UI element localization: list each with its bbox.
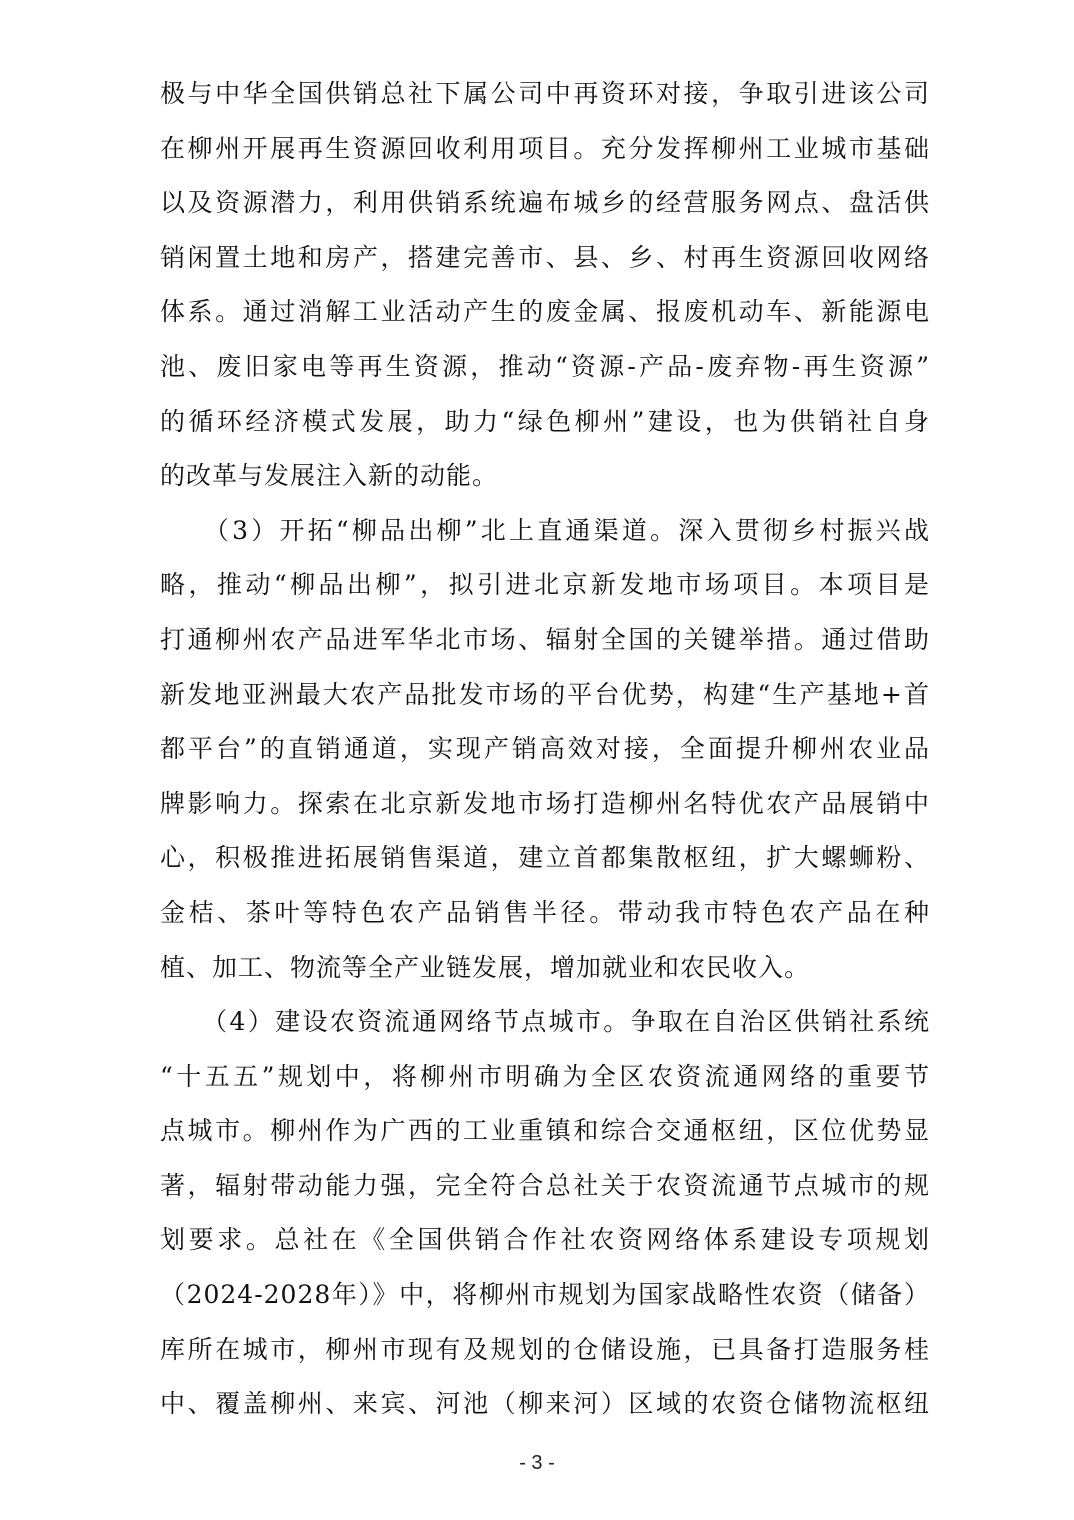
text-line: 都平台”的直销通道，实现产销高效对接，全面提升柳州农业品 xyxy=(160,734,930,764)
text-line: 的循环经济模式发展，助力“绿色柳州”建设，也为供销社自身 xyxy=(160,406,930,436)
text-line: 新发地亚洲最大农产品批发市场的平台优势，构建“生产基地+首 xyxy=(160,679,930,709)
text-line: “十五五”规划中，将柳州市明确为全区农资流通网络的重要节 xyxy=(160,1061,930,1091)
text-line: 划要求。总社在《全国供销合作社农资网络体系建设专项规划 xyxy=(160,1225,930,1255)
text-line: （3）开拓“柳品出柳”北上直通渠道。深入贯彻乡村振兴战 xyxy=(160,515,930,545)
text-line: 略，推动“柳品出柳”，拟引进北京新发地市场项目。本项目是 xyxy=(160,570,930,600)
text-line: 心，积极推进拓展销售渠道，建立首都集散枢纽，扩大螺蛳粉、 xyxy=(160,843,930,873)
text-line: 以及资源潜力，利用供销系统遍布城乡的经营服务网点、盘活供 xyxy=(160,188,930,218)
text-line: 极与中华全国供销总社下属公司中再资环对接，争取引进该公司 xyxy=(160,79,930,108)
text-line: 中、覆盖柳州、来宾、河池（柳来河）区域的农资仓储物流枢纽 xyxy=(160,1389,930,1419)
text-line: 在柳州开展再生资源回收利用项目。充分发挥柳州工业城市基础 xyxy=(160,133,930,163)
body-text xyxy=(160,67,930,1432)
text-line: 的改革与发展注入新的动能。 xyxy=(160,461,499,491)
text-line: （4）建设农资流通网络节点城市。争取在自治区供销社系统 xyxy=(160,1007,930,1037)
page-number: - 3 - xyxy=(519,1452,555,1474)
text-line: 著，辐射带动能力强，完全符合总社关于农资流通节点城市的规 xyxy=(160,1170,930,1200)
text-line: 点城市。柳州作为广西的工业重镇和综合交通枢纽，区位优势显 xyxy=(160,1116,930,1146)
text-line: 植、加工、物流等全产业链发展，增加就业和农民收入。 xyxy=(160,952,811,982)
text-line: 金桔、茶叶等特色农产品销售半径。带动我市特色农产品在种 xyxy=(160,897,930,927)
text-line: 销闲置土地和房产，搭建完善市、县、乡、村再生资源回收网络 xyxy=(160,242,930,272)
text-line: 库所在城市，柳州市现有及规划的仓储设施，已具备打造服务桂 xyxy=(160,1334,930,1364)
text-line: （2024-2028年）》中，将柳州市规划为国家战略性农资（储备） xyxy=(160,1280,930,1310)
text-line: 牌影响力。探索在北京新发地市场打造柳州名特优农产品展销中 xyxy=(160,788,930,818)
text-line: 打通柳州农产品进军华北市场、辐射全国的关键举措。通过借助 xyxy=(160,624,930,654)
text-line: 池、废旧家电等再生资源，推动“资源-产品-废弃物-再生资源” xyxy=(160,351,930,381)
text-line: 体系。通过消解工业活动产生的废金属、报废机动车、新能源电 xyxy=(160,297,930,327)
